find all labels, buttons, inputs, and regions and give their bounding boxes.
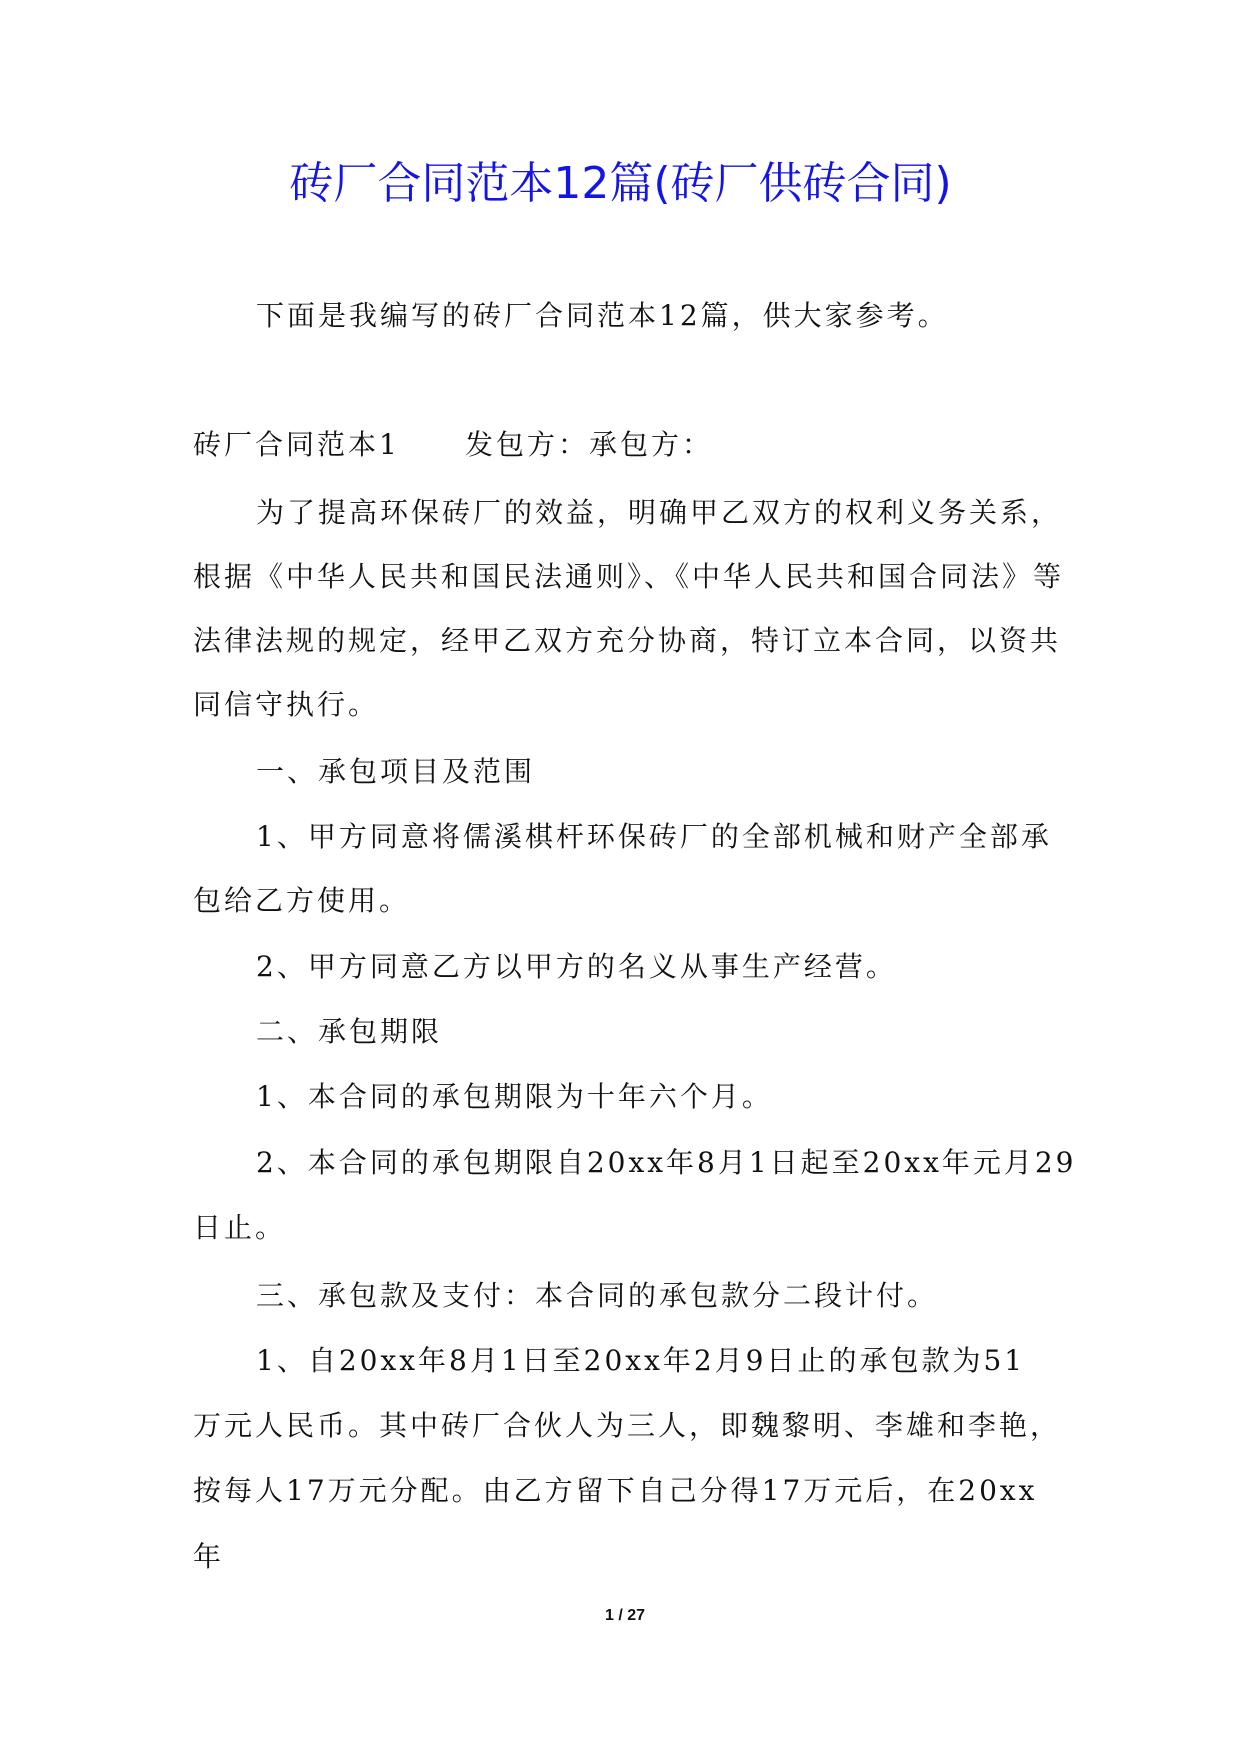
body-line: 同信守执行。	[193, 688, 380, 721]
clause-heading: 二、承包期限	[256, 1015, 443, 1048]
body-line: 包给乙方使用。	[193, 884, 411, 917]
body-line: 根据《中华人民共和国民法通则》、《中华人民共和国合同法》等	[193, 560, 1065, 593]
body-line: 万元人民币。其中砖厂合伙人为三人，即魏黎明、李雄和李艳，	[193, 1409, 1062, 1442]
body-line: 1、甲方同意将儒溪棋杆环保砖厂的全部机械和财产全部承	[256, 820, 1052, 853]
body-line: 1、自20xx年8月1日至20xx年2月9日止的承包款为51	[256, 1344, 1026, 1377]
body-line: 为了提高环保砖厂的效益，明确甲乙双方的权利义务关系，	[256, 496, 1063, 529]
page-number: 1 / 27	[604, 1607, 646, 1624]
body-line: 按每人17万元分配。由乙方留下自己分得17万元后，在20xx	[193, 1474, 1038, 1507]
section-label: 砖厂合同范本1	[193, 428, 400, 461]
body-line: 年	[193, 1540, 225, 1573]
body-line: 1、本合同的承包期限为十年六个月。	[256, 1080, 773, 1113]
clause-heading: 一、承包项目及范围	[256, 755, 536, 788]
clause-heading: 三、承包款及支付：本合同的承包款分二段计付。	[256, 1279, 939, 1312]
section-heading	[193, 413, 1093, 477]
intro-paragraph: 下面是我编写的砖厂合同范本12篇，供大家参考。	[256, 299, 949, 332]
body-line: 日止。	[193, 1211, 287, 1244]
section-parties: 发包方：承包方：	[465, 428, 714, 461]
body-line: 法律法规的规定，经甲乙双方充分协商，特订立本合同，以资共	[193, 624, 1062, 657]
body-line: 2、甲方同意乙方以甲方的名义从事生产经营。	[256, 950, 897, 983]
body-line: 2、本合同的承包期限自20xx年8月1日起至20xx年元月29	[256, 1146, 1077, 1179]
document-title: 砖厂合同范本12篇(砖厂供砖合同)	[289, 158, 952, 209]
